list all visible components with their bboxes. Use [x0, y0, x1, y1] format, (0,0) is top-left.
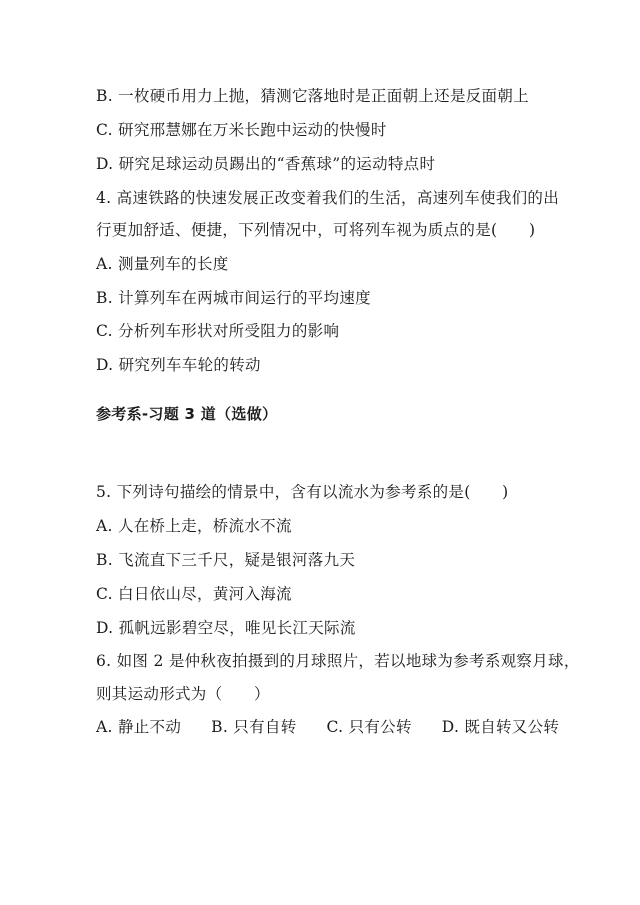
q5-stem: 5. 下列诗句描绘的情景中，含有以流水为参考系的是( ) — [96, 483, 509, 501]
q6-stem-line-1: 6. 如图 2 是仲秋夜拍摄到的月球照片，若以地球为参考系观察月球， — [96, 652, 580, 670]
q3-option-d: D. 研究足球运动员踢出的“香蕉球”的运动特点时 — [96, 155, 436, 173]
q6-option-d: D. 既自转又公转 — [441, 718, 560, 736]
q5-option-b: B. 飞流直下三千尺，疑是银河落九天 — [96, 551, 356, 569]
q5-option-c: C. 白日依山尽，黄河入海流 — [96, 585, 292, 603]
q6-option-b: B. 只有自转 — [211, 718, 297, 736]
q6-options-row — [96, 717, 600, 737]
q6-option-c: C. 只有公转 — [326, 718, 412, 736]
q4-stem-line-2: 行更加舒适、便捷，下列情况中，可将列车视为质点的是( ) — [96, 221, 536, 239]
q4-option-b: B. 计算列车在两城市间运行的平均速度 — [96, 289, 371, 307]
q4-stem-line-1: 4. 高速铁路的快速发展正改变着我们的生活，高速列车使我们的出 — [96, 189, 560, 207]
section-title: 参考系-习题 3 道（选做） — [96, 405, 278, 423]
q4-option-a: A. 测量列车的长度 — [96, 255, 229, 273]
q5-option-a: A. 人在桥上走，桥流水不流 — [96, 517, 292, 535]
q3-option-b: B. 一枚硬币用力上抛，猜测它落地时是正面朝上还是反面朝上 — [96, 87, 529, 105]
q6-stem-line-2: 则其运动形式为（ ） — [96, 685, 270, 703]
q4-option-d: D. 研究列车车轮的转动 — [96, 356, 261, 374]
q4-option-c: C. 分析列车形状对所受阻力的影响 — [96, 322, 340, 340]
q5-option-d: D. 孤帆远影碧空尽，唯见长江天际流 — [96, 619, 356, 637]
q6-option-a: A. 静止不动 — [96, 718, 182, 736]
q3-option-c: C. 研究邢慧娜在万米长跑中运动的快慢时 — [96, 121, 387, 139]
